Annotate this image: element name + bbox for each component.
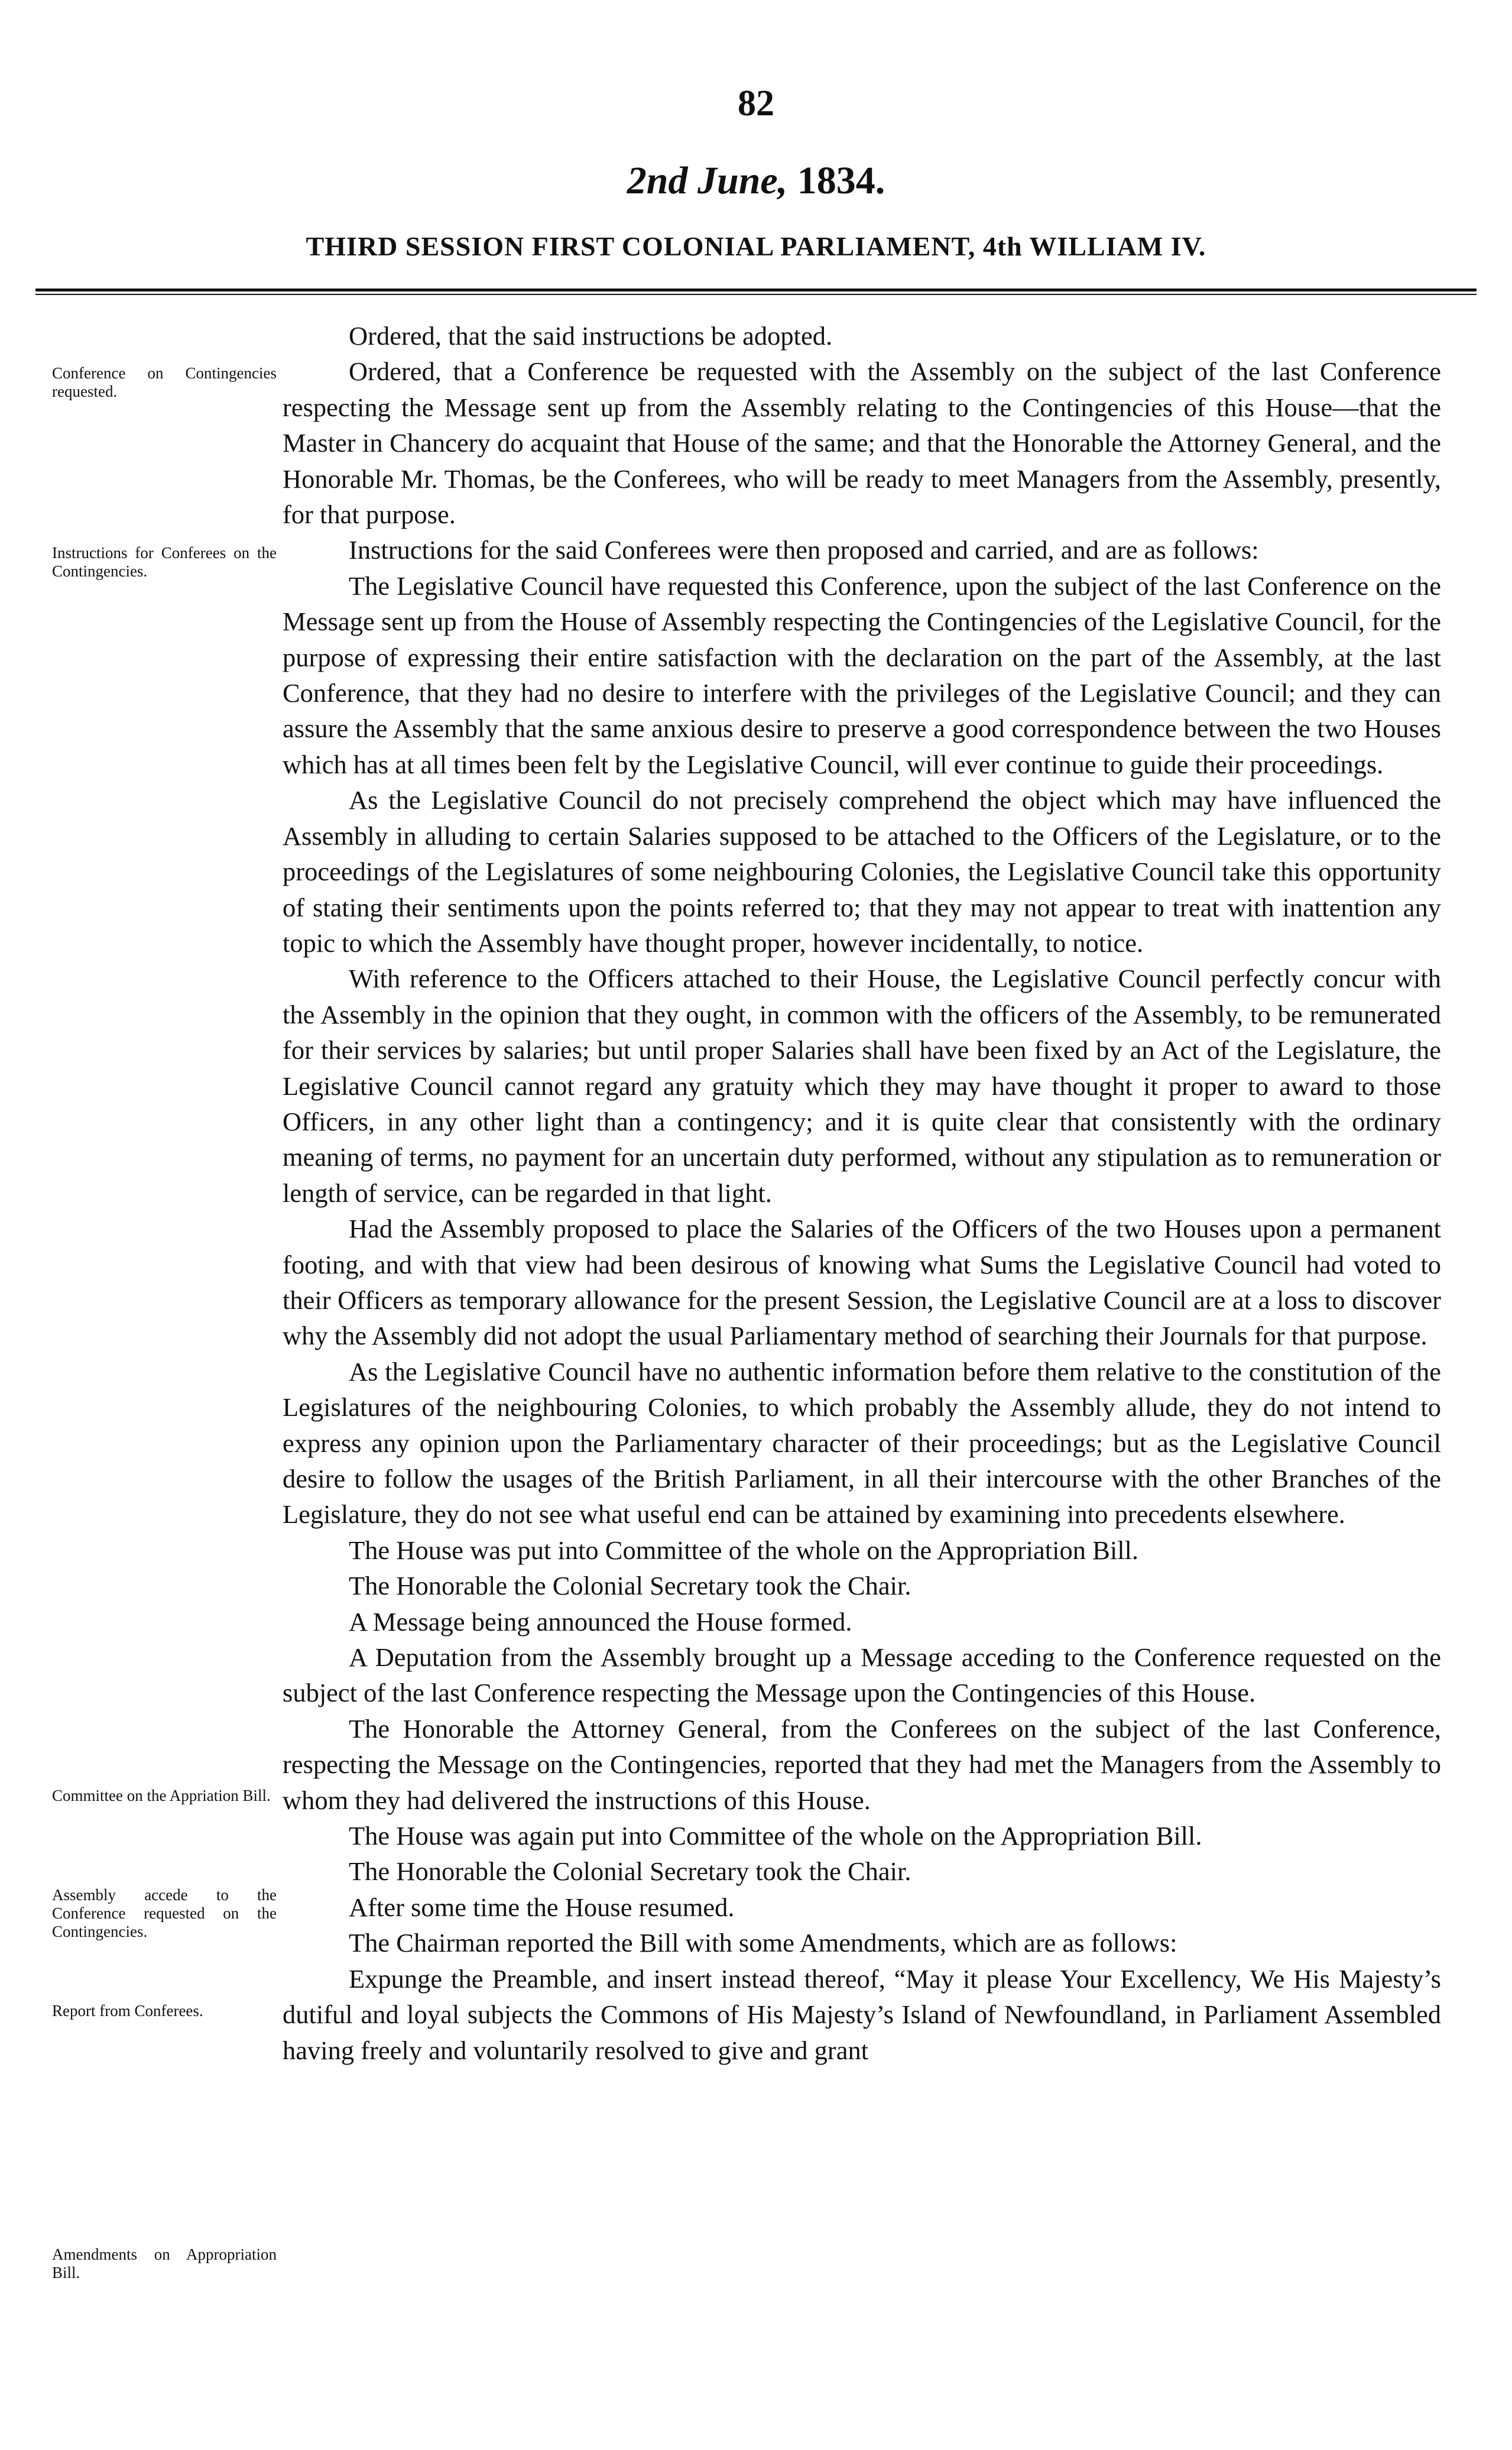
- paragraph: The Chairman reported the Bill with some Amendments, which are as follows:: [349, 1928, 1177, 1958]
- header-rule: [35, 289, 1477, 291]
- margin-note-assembly-accede: Assembly accede to the Conference requested on the Contingencies.: [52, 1886, 277, 1940]
- paragraph: A Deputation from the Assembly brought up a Message acceding to the Conference requested on the subject of the last Conference respecting the Message upon the Contingencies of this House.: [283, 1642, 1441, 1708]
- paragraph: The House was put into Committee of the whole on the Appropriation Bill.: [349, 1535, 1139, 1565]
- paragraph: The Honorable the Attorney General, from the Conferees on the subject of the last Conference, respecting the Message on the Contingencies, reported that they had met the Managers from the Assembly to whom they had delivered the instructions of this House.: [283, 1713, 1441, 1815]
- margin-note-report-conferees: Report from Conferees.: [52, 2002, 203, 2020]
- paragraph: The Legislative Council have requested this Conference, upon the subject of the last Conference on the Message sent up from the House of Assembly respecting the Contingencies of the Legislative Council, for the purpose of expressing their entire satisfaction with the declaration on the part of the Assembly, at the last Conference, that they had no desire to interfere with the privileges of the Legislative Council; and they can assure the Assembly that the same anxious desire to preserve a good correspondence between the two Houses which has at all times been felt by the Legislative Council, will ever continue to guide their proceedings.: [283, 571, 1441, 779]
- paragraph: Ordered, that a Conference be requested with the Assembly on the subject of the last Conference respecting the Message sent up from the Assembly relating to the Contingencies of this House—that the Master in Chancery do acquaint that House of the same; and that the Honorable the Attorney General, and the Honorable Mr. Thomas, be the Conferees, who will be ready to meet Managers from the Assembly, presently, for that purpose.: [283, 357, 1441, 530]
- paragraph: Had the Assembly proposed to place the Salaries of the Officers of the two Houses upon a permanent footing, and with that view had been desirous of knowing what Sums the Legislative Council had voted to their Officers as temporary allowance for the present Session, the Legislative Council are at a loss to discover why the Assembly did not adopt the usual Parliamentary method of searching their Journals for that purpose.: [283, 1214, 1441, 1351]
- session-date: [0, 158, 1512, 203]
- paragraph: As the Legislative Council do not precisely comprehend the object which may have influenced the Assembly in alluding to certain Salaries supposed to be attached to the Officers of the Legislature, or to the proceedings of the Legislatures of some neighbouring Colonies, the Legislative Council take this opportunity of stating their sentiments upon the points referred to; that they may not appear to treat with inattention any topic to which the Assembly have thought proper, however incidentally, to notice.: [283, 785, 1441, 958]
- margin-note-committee: Committee on the Appriation Bill.: [52, 1787, 271, 1804]
- paragraph: Expunge the Preamble, and insert instead thereof, “May it please Your Excellency, We His Majesty’s dutiful and loyal subjects the Commons of His Majesty’s Island of Newfoundland, in Parliament Assembled having freely and voluntarily resolved to give and grant: [283, 1963, 1441, 2065]
- paragraph: The Honorable the Colonial Secretary took the Chair.: [349, 1571, 911, 1601]
- paragraph: A Message being announced the House formed.: [349, 1606, 852, 1636]
- date-year: 1834.: [797, 159, 885, 202]
- paragraph: As the Legislative Council have no authentic information before them relative to the constitution of the Legislatures of the neighbouring Colonies, to which probably the Assembly allude, they do not intend to express any opinion upon the Parliamentary character of their proceedings; but as the Legislative Council desire to follow the usages of the British Parliament, in all their intercourse with the other Branches of the Legislature, they do not see what useful end can be attained by examining into precedents elsewhere.: [283, 1356, 1441, 1529]
- margin-note-instructions: Instructions for Conferees on the Contingencies.: [52, 544, 277, 580]
- margin-note-amendments: Amendments on Appropriation Bill.: [52, 2245, 277, 2282]
- margin-note-conference-requested: Conference on Contingencies requested.: [52, 364, 277, 400]
- paragraph: After some time the House resumed.: [349, 1892, 735, 1922]
- paragraph: Instructions for the said Conferees were then proposed and carried, and are as follows:: [349, 535, 1259, 565]
- journal-body: [283, 318, 1441, 2068]
- page-number: 82: [738, 83, 774, 124]
- paragraph: The House was again put into Committee of the whole on the Appropriation Bill.: [349, 1821, 1202, 1851]
- date-day: 2nd June,: [627, 159, 788, 202]
- paragraph: Ordered, that the said instructions be adopted.: [349, 321, 833, 351]
- paragraph: The Honorable the Colonial Secretary took the Chair.: [349, 1856, 911, 1887]
- header-rule-thin: [35, 294, 1477, 295]
- session-heading: THIRD SESSION FIRST COLONIAL PARLIAMENT, 4th WILLIAM IV.: [306, 231, 1206, 261]
- paragraph: With reference to the Officers attached to their House, the Legislative Council perfectly concur with the Assembly in the opinion that they ought, in common with the officers of the Assembly, to be remunerated for their services by salaries; but until proper Salaries shall have been fixed by an Act of the Legislature, the Legislative Council cannot regard any gratuity which they may have thought it proper to award to those Officers, in any other light than a contingency; and it is quite clear that consistently with the ordinary meaning of terms, no payment for an uncertain duty performed, without any stipulation as to remuneration or length of service, can be regarded in that light.: [283, 964, 1441, 1208]
